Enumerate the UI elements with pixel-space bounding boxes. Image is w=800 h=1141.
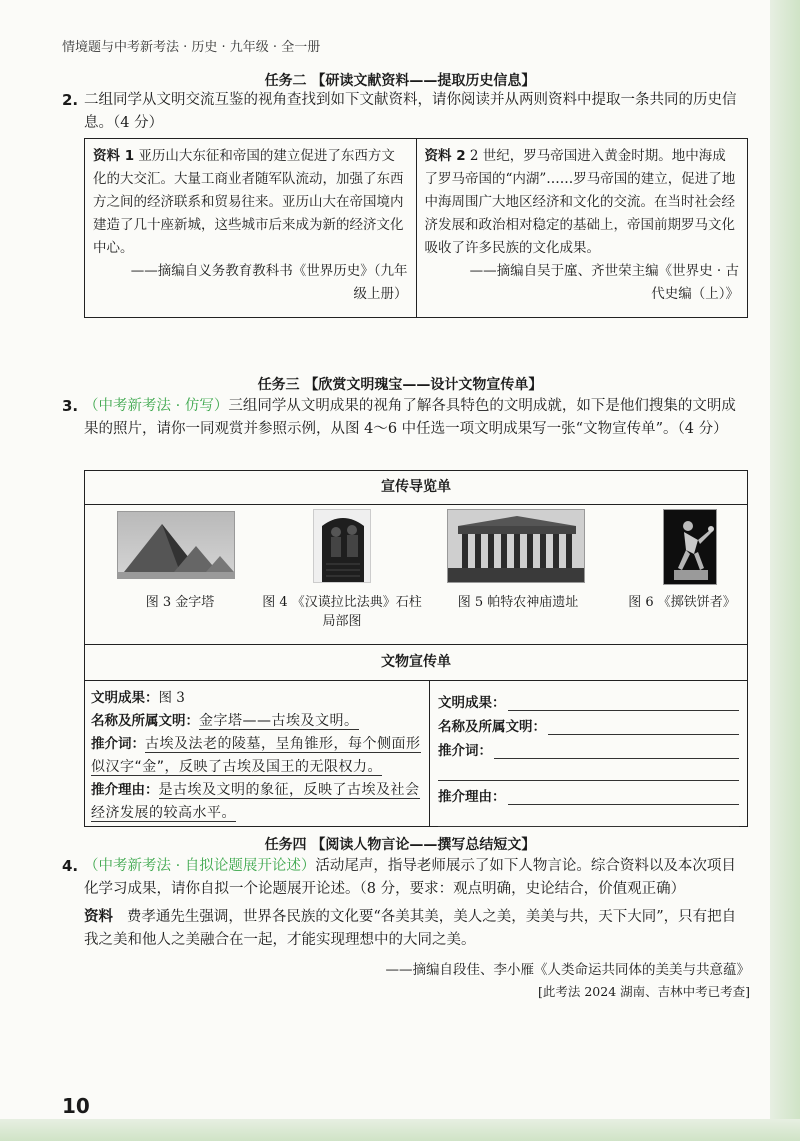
guide-box: [84, 470, 748, 827]
figure-row: [85, 505, 747, 645]
guide-title: 宣传导览单: [85, 471, 747, 505]
source-label: 资料 1: [93, 148, 135, 164]
reason-blank-line[interactable]: [438, 805, 739, 827]
question-text: 二组同学从文明交流互鉴的视角查找到如下文献资料，请你阅读并从两则资料中提取一条共同的历史信息。（4 分）: [84, 92, 737, 131]
question-text: [84, 855, 750, 901]
question-number: 3.: [62, 397, 79, 415]
source-text: 费孝通先生强调，世界各民族的文化要“各美其美，美人之美，美美与共，天下大同”，只有把自我之美和他人之美融合在一起，才能实现理想中的大同之美。: [84, 909, 737, 948]
question-number: 4.: [62, 857, 79, 875]
name-label: 名称及所属文明：: [438, 719, 546, 735]
source-citation: ——摘编自义务教育教科书《世界历史》（九年级上册）: [130, 263, 408, 302]
figure-caption: 图 4 《汉谟拉比法典》石柱局部图: [262, 595, 422, 629]
figure-caption: 图 3 金字塔: [145, 595, 215, 610]
name-blank[interactable]: [548, 717, 739, 735]
source-2: [416, 139, 748, 317]
reason-label: 推介理由：: [91, 782, 159, 798]
page-bottom-decoration: [0, 1119, 800, 1141]
figure-caption: 图 5 帕特农神庙遗址: [457, 595, 579, 610]
figure-caption: 图 6 《掷铁饼者》: [628, 595, 736, 610]
intro-label: 推介词：: [91, 736, 145, 752]
achievement-label: 文明成果：: [438, 695, 506, 711]
intro-value: 古埃及法老的陵墓，呈角锥形，每个侧面形似汉字“金”，反映了古埃及国王的无限权力。: [91, 736, 421, 775]
source-text: 亚历山大东征和帝国的建立促进了东西方文化的大交汇。大量工商业者随军队流动，加强了东西方之间的经济联系和贸易往来。亚历山大在帝国境内建造了几十座新城，这些城市后来成为新的经济文化中心。: [93, 148, 404, 256]
source-label: 资料 2: [424, 148, 466, 164]
source-label: 资料: [84, 909, 113, 925]
source-citation: ——摘编自吴于廑、齐世荣主编《世界史 · 古代史编（上）》: [469, 263, 739, 302]
task2-title: 任务二 【研读文献资料——提取历史信息】: [264, 73, 536, 89]
source-citation: ——摘编自段佳、李小雁《人类命运共同体的美美与共意蕴》: [385, 962, 750, 978]
reason-label: 推介理由：: [438, 789, 506, 805]
intro-label: 推介词：: [438, 743, 492, 759]
reason-value: 是古埃及文明的象征，反映了古埃及社会经济发展的较高水平。: [91, 782, 420, 821]
example-sheet: [85, 681, 430, 826]
source-text: 2 世纪，罗马帝国进入黄金时期。地中海成了罗马帝国的“内湖”……罗马帝国的建立，促进了地中海周围广大地区经济和文化的交流。在当时社会经济发展和政治相对稳定的基础上，帝国前期罗马文化吸收了许多民族的文化成果。: [424, 148, 736, 256]
pyramid-image: [117, 511, 235, 579]
question-text: [84, 395, 750, 441]
question-tag: （中考新考法 · 仿写）: [84, 398, 229, 414]
achievement-blank[interactable]: [508, 693, 740, 711]
exam-note: [此考法 2024 湖南、吉林中考已考查]: [537, 984, 750, 999]
question-tag: （中考新考法 · 自拟论题展开论述）: [84, 858, 316, 874]
discobolus-image: [663, 509, 717, 585]
source-table: [84, 138, 748, 318]
name-value: 金字塔——古埃及文明。: [199, 713, 359, 729]
achievement-label: 文明成果：: [91, 690, 159, 706]
promo-sheet: [85, 681, 747, 826]
promo-title: 文物宣传单: [85, 645, 747, 681]
page-number: 10: [62, 1094, 90, 1118]
reason-blank[interactable]: [508, 787, 740, 805]
name-label: 名称及所属文明：: [91, 713, 199, 729]
source-block: [84, 906, 750, 952]
running-head: 情境题与中考新考法 · 历史 · 九年级 · 全一册: [62, 40, 321, 55]
hammurabi-stele-image: [313, 509, 371, 583]
task4-title: 任务四 【阅读人物言论——撰写总结短文】: [264, 837, 536, 853]
question-number: 2.: [62, 91, 79, 109]
question-body: 三组同学从文明成果的视角了解各具特色的文明成就，如下是他们搜集的文明成果的照片，请你一同观赏并参照示例，从图 4～6 中任选一项文明成果写一张“文物宣传单”。（4 分）: [84, 398, 736, 437]
answer-sheet: [430, 681, 747, 826]
intro-blank[interactable]: [494, 741, 739, 759]
source-1: [85, 139, 416, 317]
achievement-value: 图 3: [158, 690, 185, 706]
page-edge-decoration: [770, 0, 800, 1141]
intro-blank-line[interactable]: [438, 759, 739, 781]
task3-title: 任务三 【欣赏文明瑰宝——设计文物宣传单】: [257, 377, 543, 393]
parthenon-image: [447, 509, 585, 583]
question-body: 活动尾声，指导老师展示了如下人物言论。综合资料以及本次项目化学习成果，请你自拟一个论题展开论述。（8 分，要求：观点明确，史论结合，价值观正确）: [84, 858, 736, 897]
